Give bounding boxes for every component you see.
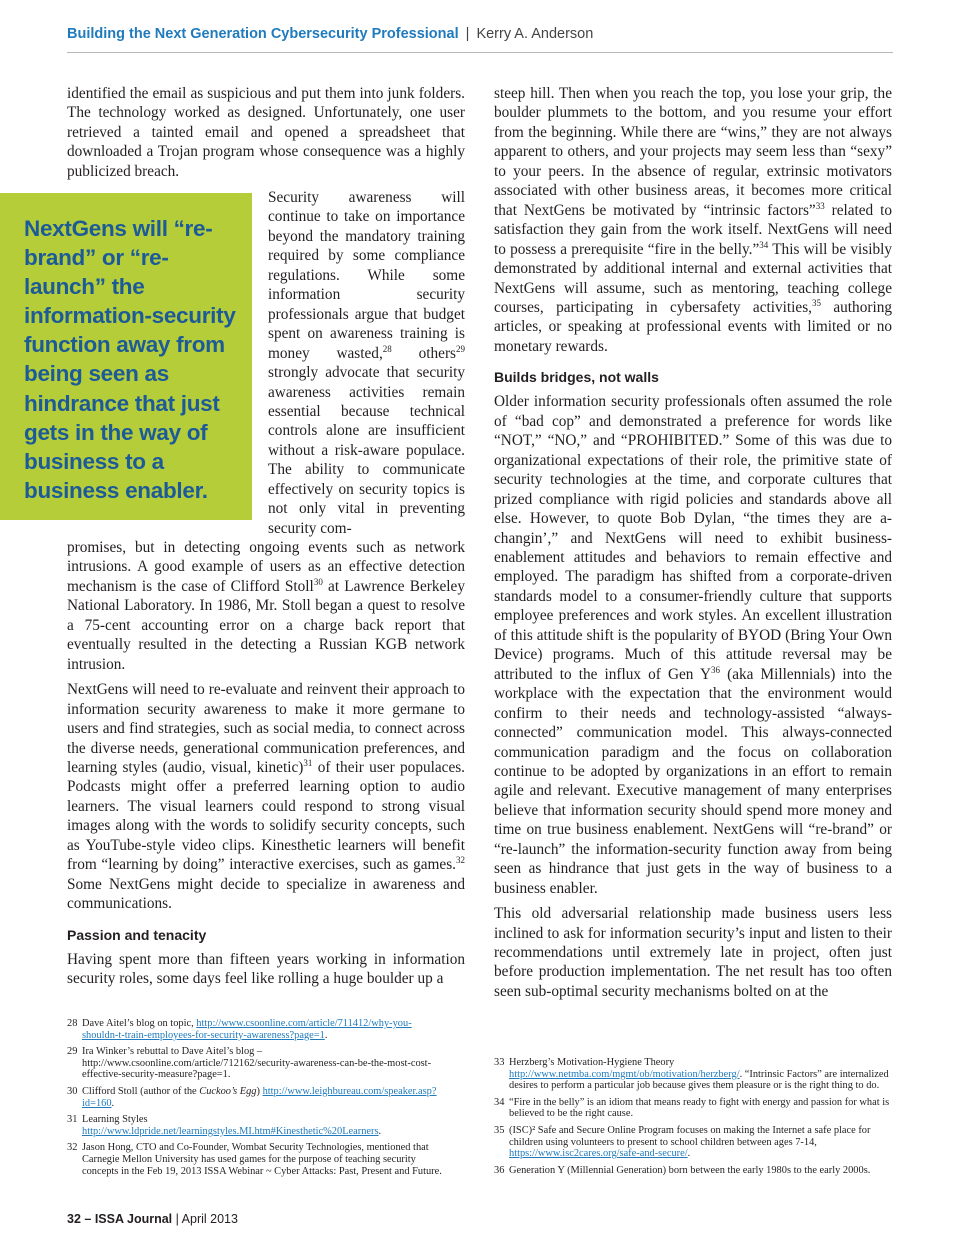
footnote: 33 Herzberg’s Motivation-Hygiene Theory http://www.netmba.com/mgmt/ob/motivation/herzberg/. “Intrinsic Factors” are internalized desires to perform a particular job because gives them pleasure or is the right thing to do. [494, 1057, 889, 1092]
footnote: 28 Dave Aitel’s blog on topic, http://www.csoonline.com/article/711412/why-you-shouldn-t-train-employees-for-security-awareness?page=1. [67, 1018, 412, 1041]
footnote-ref[interactable]: 35 [811, 297, 821, 308]
footnote-ref[interactable]: 30 [313, 576, 323, 587]
journal-name: ISSA Journal [94, 1212, 173, 1226]
paragraph: NextGens will need to re-evaluate and reinvent their approach to information security awareness to make it more germane to users and find strategies, such as social media, to connect across the diverse needs, generational communication preferences, and learning styles (audio, visual, kinetic)$^{31}$ of their user populaces. Podcasts might offer a preferred learning option to audio learners. The visual learners could respond to strong visual images along with the words to solidify security concepts, such as YouTube-style video clips. Kinesthetic learners will benefit from “learning by doing” interactive exercises, such as games.$^{32}$ Some NextGens might decide to specialize in awareness and communications. [67, 681, 466, 913]
footnote-link[interactable]: https://www.isc2cares.org/safe-and-secure/ [509, 1148, 688, 1160]
pull-quote-box [0, 193, 252, 520]
section-heading: Passion and tenacity [67, 926, 207, 943]
section-heading: Builds bridges, not walls [494, 369, 659, 386]
page-footer: 32 – ISSA Journal | April 2013 [67, 1212, 238, 1226]
footnote-ref[interactable]: 28 [382, 343, 392, 354]
footnote: 34 “Fire in the belly” is an idiom that means ready to fight with energy and passion for what is believed to be the right cause. [494, 1096, 890, 1120]
header-separator: | [465, 26, 470, 42]
footnote-ref[interactable]: 29 [456, 343, 465, 354]
footnotes-right [494, 1057, 890, 1181]
left-column-bottom [67, 538, 465, 995]
footnote-ref[interactable]: 31 [303, 757, 313, 768]
footnote: 29 Ira Winker’s rebuttal to Dave Aitel’s blog – http://www.csoonline.com/article/712162/security-awareness-can-be-the-most-cost-effective-security-measure?page=1. [67, 1046, 432, 1081]
footnote: 35 (ISC)² Safe and Secure Online Program focuses on making the Internet a safe place for children using volunteers to present to school children between ages 7-14, https://www.isc2cares.org/safe-and-secure/. [494, 1124, 871, 1160]
issue-date: April 2013 [181, 1212, 238, 1226]
footnote-link[interactable]: http://www.netmba.com/mgmt/ob/motivation/herzberg/ [509, 1068, 740, 1080]
paragraph: steep hill. Then when you reach the top, you lose your grip, the boulder plummets to the bottom, and you resume your effort from the beginning. While there are “wins,” they are not always apparent to others, and your projects may seem less than “sexy” to your peers. In the absence of regular, extrinsic motivators associated with other business areas, it becomes more critical that NextGens be motivated by “intrinsic factors”$^{33}$ related to satisfaction they gain from the work itself. NextGens will need to possess a prerequisite “fire in the belly.”$^{34}$ This will be visibly demonstrated by additional internal and external activities that NextGens will assume, such as mentoring, teaching college courses, participating in cybersafety activities,$^{35}$ authoring articles, or speaking at professional events with limited or no monetary rewards. [494, 85, 892, 355]
footnote-ref[interactable]: 33 [815, 200, 825, 211]
left-column-wrap [268, 188, 465, 544]
paragraph: Having spent more than fifteen years working in information security roles, some days feel like rolling a huge boulder up a [67, 950, 465, 988]
footnote-ref[interactable]: 36 [711, 664, 721, 675]
footnote: 36 Generation Y (Millennial Generation) born between the early 1980s to the early 2000s. [494, 1164, 871, 1176]
paragraph: Older information security professionals often assumed the role of “bad cop” and demonstrated a preference for words like “NOT,” “NO,” and “PROHIBITED.” Some of this was due to organizational expectations of their role, the primitive state of security technologies at the time, and corporate cultures that prized compliance with rigid policies and standards above all else. However, to quote Bob Dylan, “the times they are a-changin’,” and NextGens will need to exhibit business-enablement attitudes and behaviors to remain effective and employed. The paradigm has shifted from a corporate-driven standards model to a consumer-friendly culture that supports employee preferences and work styles. An excellent illustration of this attitude shift is the popularity of BYOD (Bring Your Own Device) programs. Much of this attitude reversal may be attributed to the influx of Gen $Y^{36}$ (aka Millennials) into the workplace with the expectation that the environment would confirm to their needs and technology-assisted “always-connected” communication model. This always-connected communication paradigm and the focus on collaboration continue to be adopted by organizations in an effort to remain agile and relevant. Executive management of many enterprises believe that information security should spend more money and time on true business enablement. NextGens will “re-brand” or “re-launch” the information-security function away from being seen as hindrance that just gets in the way of business to a business enabler. [494, 393, 892, 897]
running-header [67, 26, 893, 53]
footnote: 31 Learning Styles http://www.ldpride.net/learningstyles.MI.htm#Kinesthetic%20Learners. [67, 1114, 382, 1137]
header-author: Kerry A. Anderson [476, 26, 594, 42]
paragraph: identified the email as suspicious and put them into junk folders. The technology worked as designed. Unfortunately, one user retrieved a tainted email and opened a spreadsheet that downloaded a Trojan program whose consequence was a highly publicized breach. [67, 85, 465, 180]
footnote-ref[interactable]: 32 [456, 855, 465, 866]
footnote-link[interactable]: http://www.leighbureau.com/speaker.asp?id=160 [82, 1085, 437, 1109]
footnote-link[interactable]: http://www.ldpride.net/learningstyles.MI.htm#Kinesthetic%20Learners [82, 1125, 379, 1137]
page-number: 32 [67, 1212, 81, 1226]
paragraph: promises, but in detecting ongoing events such as network intrusions. A good example of users as an effective detection mechanism is the case of Clifford Stoll$^{30}$ at Lawrence Berkeley National Laboratory. In 1986, Mr. Stoll began a quest to resolve a 75-cent accounting error on a charge back report that eventually resulted in the detecting a Russian KGB network intrusion. [67, 539, 465, 673]
paragraph: This old adversarial relationship made business users less inclined to ask for information security’s input and listen to their recommendations until extremely late in project, often just before production implementation. The net result has too often seen sub-optimal security mechanisms bolted on at the [494, 905, 892, 1000]
footnote-ref[interactable]: 34 [759, 239, 769, 250]
pull-quote-text: NextGens will “re-brand” or “re-launch” the information-security function away from being seen as hindrance that just gets in the way of business to a business enabler. [24, 216, 236, 503]
paragraph: Security awareness will continue to take on importance beyond the mandatory training required by some compliance regulations. While some information security professionals argue that budget spent on awareness training is money wasted,$^{28}$ others$^{29}$ strongly advocate that security awareness activities remain essential because technical controls alone are insufficient without a risk-aware populace. The ability to communicate effectively on security topics is not only vital in preventing security com- [268, 189, 465, 537]
left-column-top [67, 84, 465, 187]
header-title: Building the Next Generation Cybersecurity Professional [67, 26, 459, 42]
footnote: 32 Jason Hong, CTO and Co-Founder, Wombat Security Technologies, mentioned that Carnegie Mellon University has used games for the purpose of teaching security concepts in the Feb 19, 2013 ISSA Webinar ~ Cyber Attacks: Past, Present and Future. [67, 1142, 442, 1177]
right-column [494, 84, 892, 1007]
footnotes-left [67, 1018, 447, 1182]
footnote: 30 Clifford Stoll (author of the Cuckoo’s Egg) http://www.leighbureau.com/speaker.asp?id=160. [67, 1085, 437, 1109]
footnote-link[interactable]: http://www.csoonline.com/article/711412/why-you-shouldn-t-train-employees-for-security-awareness?page=1 [82, 1018, 412, 1041]
